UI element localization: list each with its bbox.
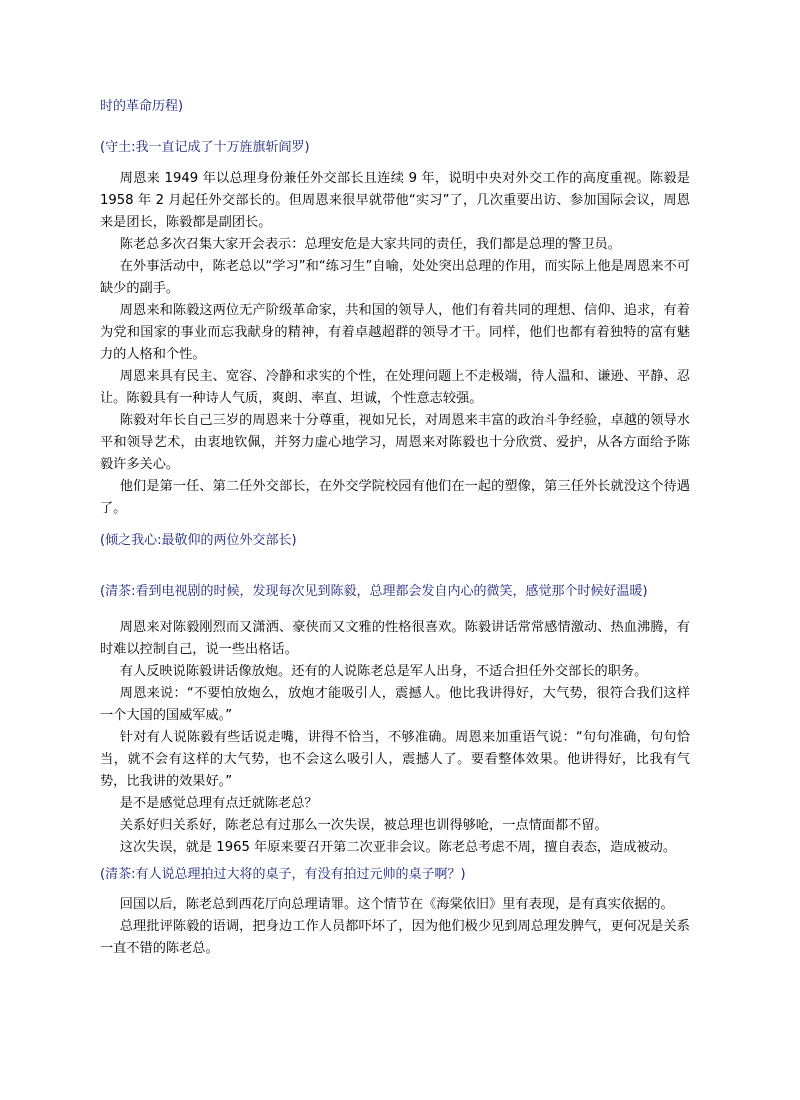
paragraph: 是不是感觉总理有点迁就陈老总？ xyxy=(119,796,318,811)
paragraph: 在外事活动中，陈老总以“学习”和“练习生”自喻，处处突出总理的作用，而实际上他是周恩来不可缺少的副手。 xyxy=(100,259,690,296)
comment-block xyxy=(100,530,690,552)
paragraph: 周恩来 1949 年以总理身份兼任外交部长且连续 9 年，说明中央对外交工作的高度重视。陈毅是 1958 年 2 月起任外交部长的。但周恩来很早就带他“实习”了，几次重要出访、参加国际会议，周恩来是团长，陈毅都是副团长。 xyxy=(100,171,690,230)
comment-block xyxy=(100,137,690,159)
paragraph: 他们是第一任、第二任外交部长，在外交学院校园有他们在一起的塑像，第三任外长就没这个待遇了。 xyxy=(100,479,690,516)
paragraph: 周恩来说：“不要怕放炮么，放炮才能吸引人，震撼人。他比我讲得好，大气势，很符合我们这样一个大国的国威军威。” xyxy=(100,686,691,723)
reader-comment: (清茶:看到电视剧的时候，发现每次见到陈毅，总理都会发自内心的微笑，感觉那个时候好温暖) xyxy=(100,584,648,599)
paragraph: 这次失误，就是 1965 年原来要召开第二次亚非会议。陈老总考虑不周，擅自表态，造成被动。 xyxy=(119,840,677,855)
article-section xyxy=(100,894,690,960)
comment-block xyxy=(100,96,690,118)
paragraph: 陈老总多次召集大家开会表示：总理安危是大家共同的责任，我们都是总理的警卫员。 xyxy=(119,237,621,252)
paragraph: 总理批评陈毅的语调，把身边工作人员都吓坏了，因为他们极少见到周总理发脾气，更何况是关系一直不错的陈老总。 xyxy=(100,919,690,956)
paragraph: 陈毅对年长自己三岁的周恩来十分尊重，视如兄长，对周恩来丰富的政治斗争经验，卓越的领导水平和领导艺术，由衷地钦佩，并努力虚心地学习，周恩来对陈毅也十分欣赏、爱护，从各方面给予陈毅许多关心。 xyxy=(100,413,690,472)
paragraph: 周恩来和陈毅这两位无产阶级革命家，共和国的领导人，他们有着共同的理想、信仰、追求，有着为党和国家的事业而忘我献身的精神，有着卓越超群的领导才干。同样，他们也都有着独特的富有魅力的人格和个性。 xyxy=(100,303,690,362)
reader-comment: (倾之我心:最敬仰的两位外交部长) xyxy=(100,533,297,548)
paragraph: 周恩来具有民主、宽容、冷静和求实的个性，在处理问题上不走极端，待人温和、谦逊、平静、忍让。陈毅具有一种诗人气质，爽朗、率直、坦诚，个性意志较强。 xyxy=(100,369,690,406)
paragraph: 关系好归关系好，陈老总有过那么一次失误，被总理也训得够呛，一点情面都不留。 xyxy=(119,818,608,833)
paragraph: 有人反映说陈毅讲话像放炮。还有的人说陈老总是军人出身，不适合担任外交部长的职务。 xyxy=(119,664,648,679)
article-section xyxy=(100,617,690,859)
article-section xyxy=(100,168,690,520)
paragraph: 回国以后，陈老总到西花厅向总理请罪。这个情节在《海棠依旧》里有表现，是有真实依据的。 xyxy=(119,897,674,912)
reader-comment: (守土:我一直记成了十万旌旗斩阎罗) xyxy=(100,140,310,155)
reader-comment: 时的革命历程) xyxy=(100,99,184,114)
reader-comment: (清茶:有人说总理拍过大将的桌子，有没有拍过元帅的桌子啊？) xyxy=(100,867,466,882)
paragraph: 针对有人说陈毅有些话说走嘴，讲得不恰当，不够准确。周恩来加重语气说：“句句准确，句句恰当，就不会有这样的大气势，也不会这么吸引人，震撼人了。要看整体效果。他讲得好，比我有气势，比我讲的效果好。” xyxy=(100,730,690,789)
comment-block xyxy=(100,571,690,613)
comment-block xyxy=(100,864,690,886)
document-page xyxy=(100,96,690,960)
paragraph: 周恩来对陈毅刚烈而又潇洒、豪侠而又文雅的性格很喜欢。陈毅讲话常常感情激动、热血沸腾，有时难以控制自己，说一些出格话。 xyxy=(100,620,690,657)
